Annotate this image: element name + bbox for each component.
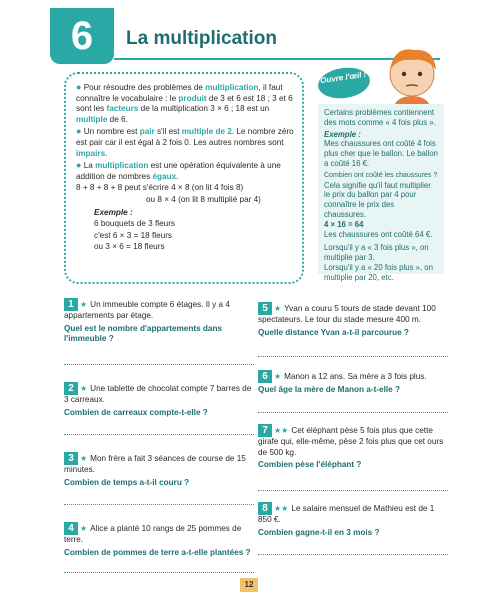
answer-line[interactable] — [258, 356, 448, 357]
page-number: 12 — [240, 578, 258, 592]
answer-line[interactable] — [258, 554, 448, 555]
exercise-text: Un immeuble compte 6 étages. Il y a 4 appartements par étage. — [64, 300, 230, 320]
tip-rule-1: Lorsqu'il y a « 3 fois plus », on multiplie par 3. — [324, 243, 429, 263]
calc-line-1: 8 + 8 + 8 + 8 peut s'écrire 4 × 8 (on lit 4 fois 8) — [76, 183, 244, 193]
exercise-text: Cet éléphant pèse 5 fois plus que cette girafe qui, elle-même, pèse 2 fois plus que cet ours de 500 kg. — [258, 426, 444, 457]
bullet-icon: ● — [76, 126, 82, 137]
bullet-icon: ● — [76, 160, 82, 171]
exercise-text: Alice a planté 10 rangs de 25 pommes de terre. — [64, 524, 242, 544]
tip-calc: 4 × 16 = 64 — [324, 219, 364, 229]
exercise-text: Une tablette de chocolat compte 7 barres de 3 carreaux. — [64, 384, 252, 404]
star-icon: ★ — [274, 304, 282, 313]
exercise-number: 4 — [64, 522, 78, 535]
exercise-question: Quelle distance Yvan a-t-il parcourue ? — [258, 327, 409, 337]
example-title: Exemple : — [94, 207, 133, 217]
answer-line[interactable] — [258, 490, 448, 491]
example-line-1: 6 bouquets de 3 fleurs — [94, 219, 176, 229]
exercise-4 — [64, 522, 254, 558]
exercise-text: Manon a 12 ans. Sa mère a 3 fois plus. — [284, 372, 427, 381]
answer-line[interactable] — [64, 504, 254, 505]
example-line-2: c'est 6 × 3 = 18 fleurs — [94, 230, 173, 240]
exercise-number: 8 — [258, 502, 272, 515]
star-icon: ★★ — [274, 504, 289, 513]
exercise-number: 6 — [258, 370, 272, 383]
exercise-question: Quel âge la mère de Manon a-t-elle ? — [258, 385, 400, 394]
tip-intro: Certains problèmes contiennent des mots comme « 4 fois plus ». — [324, 108, 436, 127]
exercise-text: Yvan a couru 5 tours de stade devant 100 spectateurs. Le tour du stade mesure 400 m. — [258, 304, 436, 324]
tip-question: Combien ont coûté les chaussures ? — [324, 171, 438, 179]
exercise-number: 2 — [64, 382, 78, 395]
exercise-number: 7 — [258, 424, 272, 437]
exercise-number: 3 — [64, 452, 78, 465]
exercise-question: Combien de pommes de terre a-t-elle plantées ? — [64, 547, 251, 557]
exercise-number: 5 — [258, 302, 272, 315]
example-line-3: ou 3 × 6 = 18 fleurs — [94, 242, 165, 252]
lesson-paragraph-1: ● Pour résoudre des problèmes de multiplication, il faut connaître le vocabulaire : le produit de 3 et 6 est 18 ; 3 et 6 sont les facteurs de la multiplication 3 × 6 ; 18 est un multiple de 6. — [76, 82, 293, 124]
exercise-question: Combien pèse l'éléphant ? — [258, 460, 362, 470]
tip-sidebar — [318, 104, 444, 282]
star-icon: ★ — [274, 372, 282, 381]
exercise-7 — [258, 424, 448, 471]
star-icon: ★ — [80, 300, 88, 309]
bullet-icon: ● — [76, 82, 82, 92]
exercise-6 — [258, 370, 448, 396]
exercise-2 — [64, 382, 254, 418]
chapter-number: 6 — [50, 8, 114, 64]
exercise-question: Quel est le nombre d'appartements dans l'immeuble ? — [64, 323, 223, 344]
exercise-1 — [64, 298, 254, 345]
answer-line[interactable] — [258, 412, 448, 413]
tip-example: Mes chaussures ont coûté 4 fois plus cher que le ballon. Le ballon a coûté 16 €. — [324, 139, 439, 168]
exercise-8 — [258, 502, 448, 538]
star-icon: ★ — [80, 454, 88, 463]
boy-illustration — [372, 40, 450, 110]
exercise-3 — [64, 452, 254, 488]
exercise-number: 1 — [64, 298, 78, 311]
calc-line-2: ou 8 × 4 (on lit 8 multiplié par 4) — [146, 194, 261, 204]
exercise-text: Le salaire mensuel de Mathieu est de 1 850 €. — [258, 504, 435, 524]
lesson-box — [64, 72, 304, 284]
exercise-question: Combien gagne-t-il en 3 mois ? — [258, 527, 380, 537]
answer-line[interactable] — [64, 434, 254, 435]
exercise-5 — [258, 302, 448, 338]
speech-bubble: Ouvre l'œil ! — [316, 65, 372, 102]
tip-rule-2: Lorsqu'il y a « 20 fois plus », on multiplie par 20, etc. — [324, 262, 433, 282]
star-icon: ★★ — [274, 426, 289, 435]
star-icon: ★ — [80, 384, 88, 393]
answer-line[interactable] — [64, 364, 254, 365]
tip-result: Les chaussures ont coûté 64 €. — [324, 229, 433, 239]
exercise-question: Combien de carreaux compte-t-elle ? — [64, 407, 208, 417]
star-icon: ★ — [80, 524, 88, 533]
lesson-paragraph-2: ● Un nombre est pair s'il est multiple de 2. Le nombre zéro est pair car il est égal à 2 fois 0. Les autres nombres sont impairs. — [76, 126, 294, 158]
answer-line[interactable] — [64, 572, 254, 573]
tip-explanation: Cela signifie qu'il faut multiplier le prix du ballon par 4 pour connaître le prix des chaussures. — [324, 180, 431, 219]
chapter-title: La multiplication — [126, 28, 277, 49]
exercise-question: Combien de temps a-t-il couru ? — [64, 477, 190, 487]
lesson-paragraph-3: ● La multiplication est une opération équivalente à une addition de nombres égaux. — [76, 160, 281, 181]
exercise-text: Mon frère a fait 3 séances de course de 15 minutes. — [64, 454, 246, 474]
tip-example-title: Exemple : — [324, 129, 361, 139]
